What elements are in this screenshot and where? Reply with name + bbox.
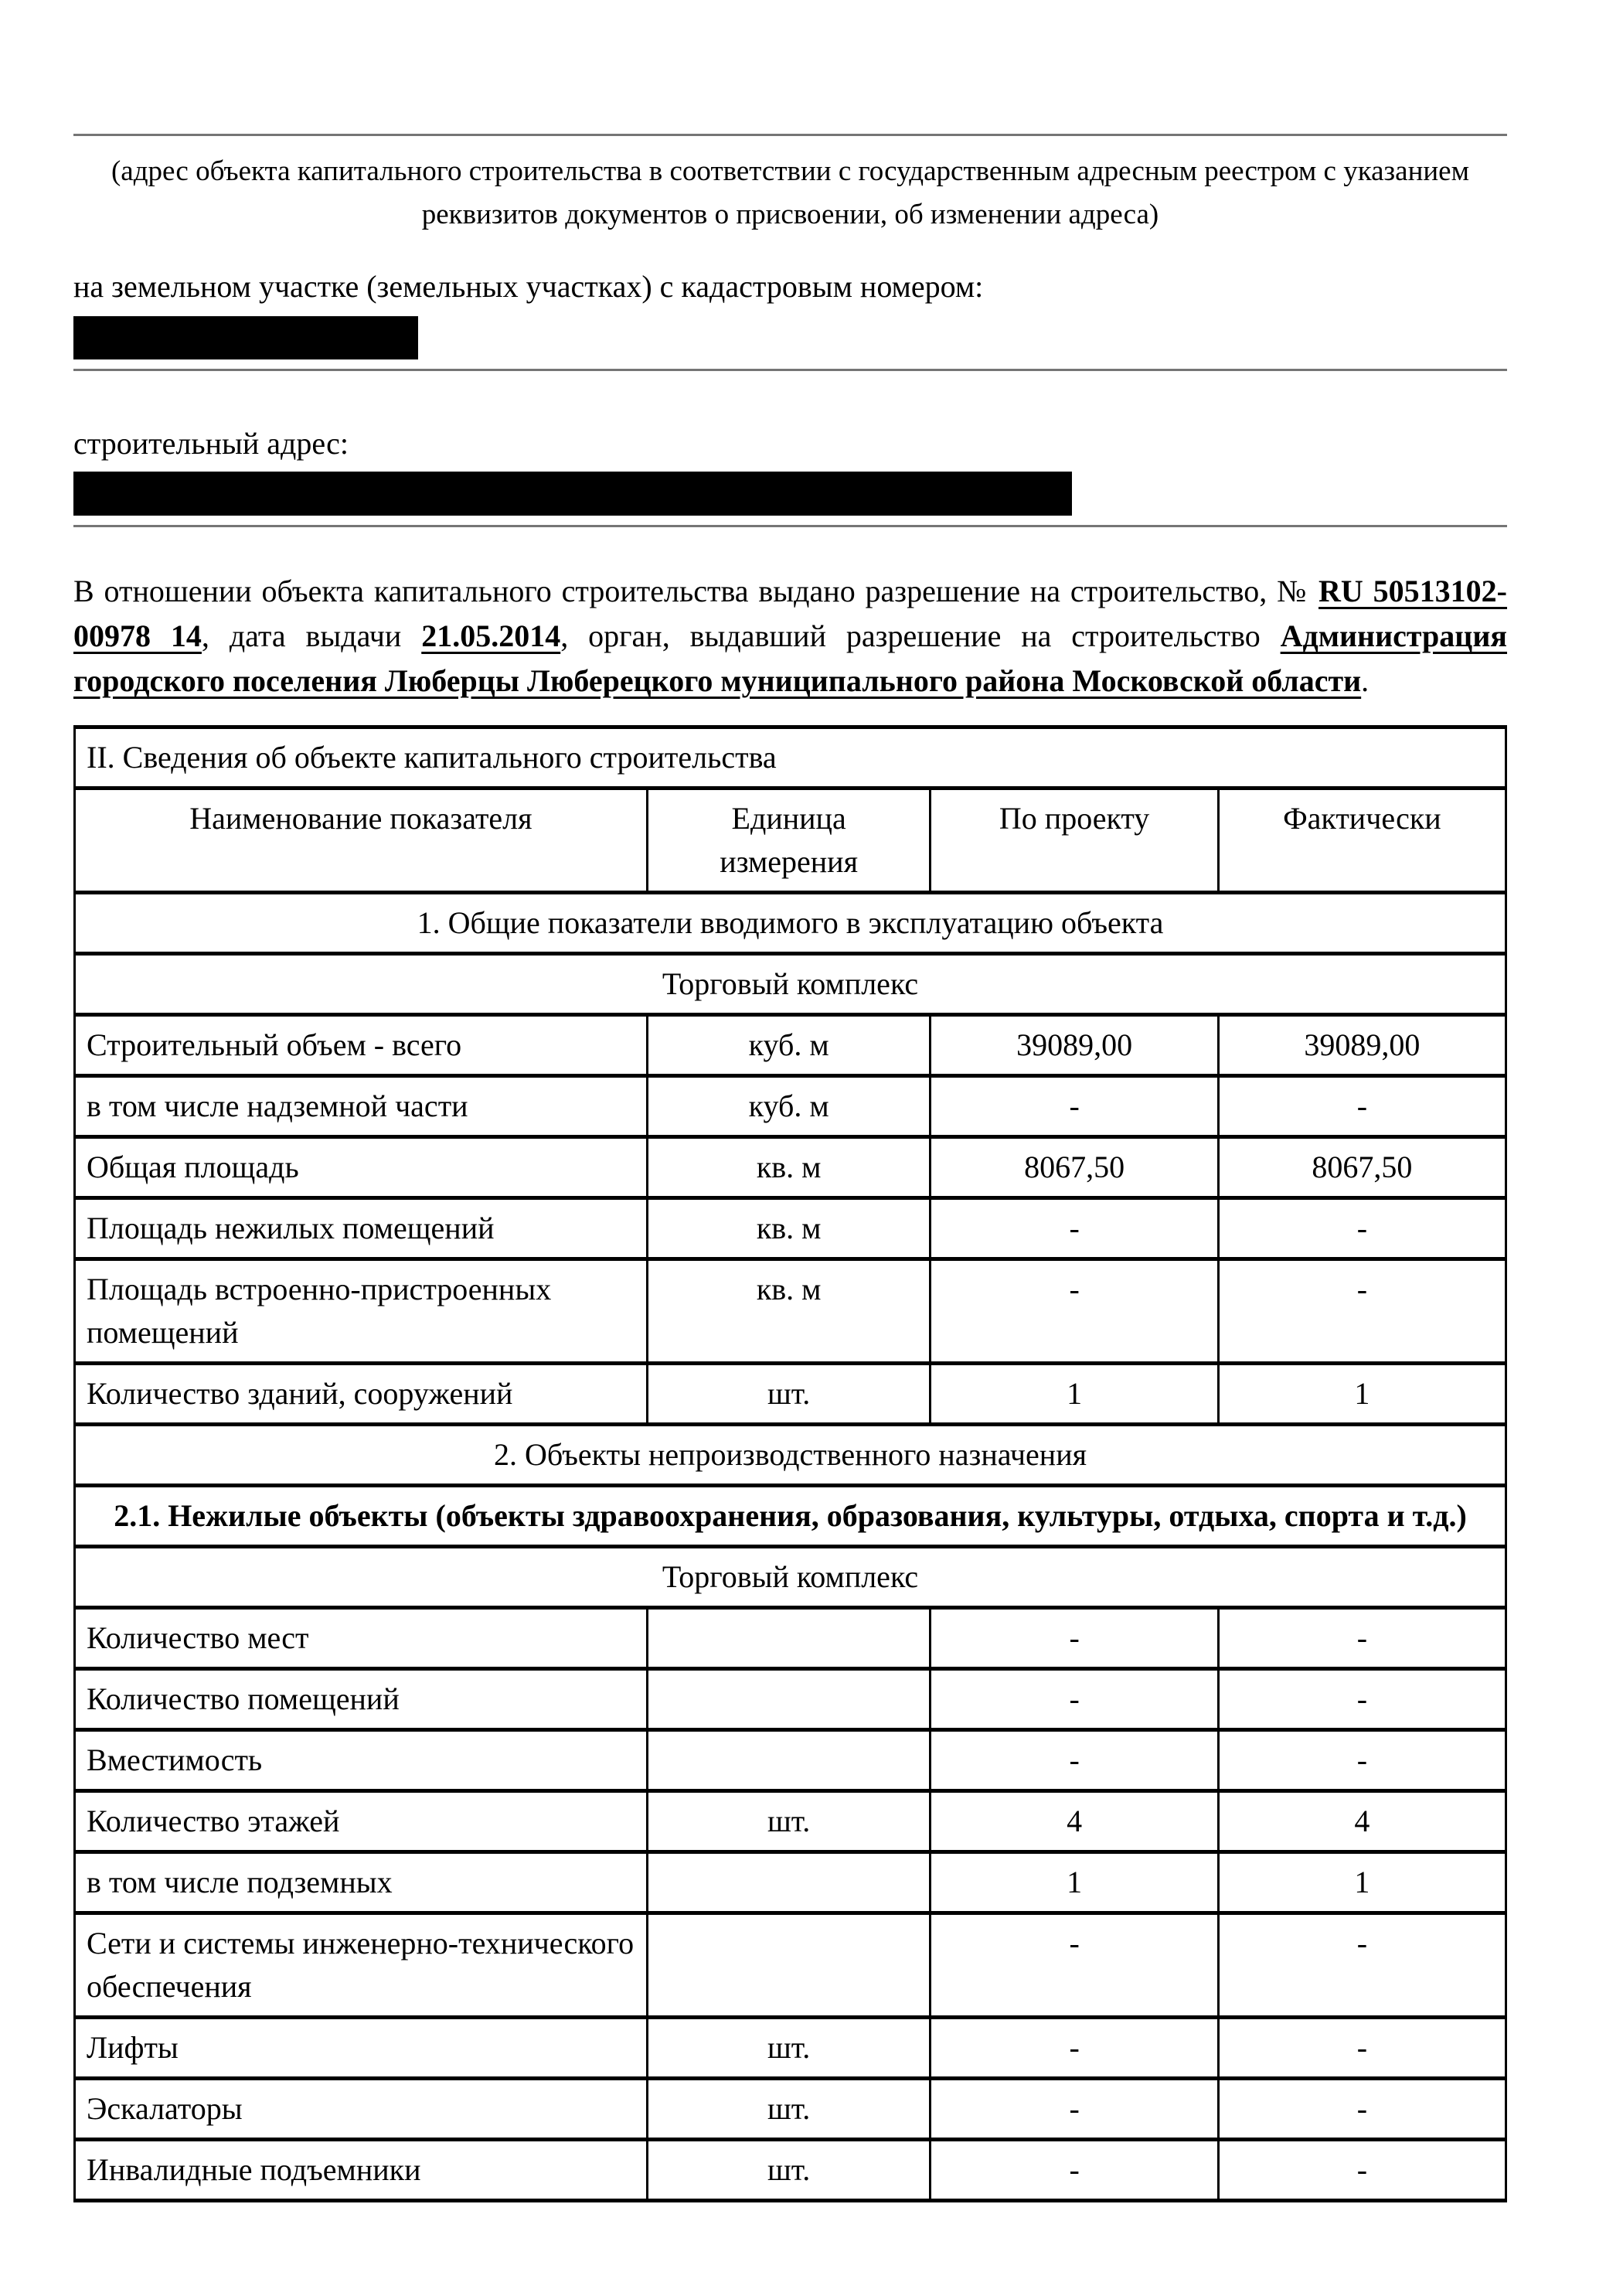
- table-data-row: [75, 1669, 1506, 1730]
- actual-value-cell: -: [1218, 1608, 1506, 1669]
- section-header-cell: 1. Общие показатели вводимого в эксплуатацию объекта: [75, 893, 1506, 954]
- unit-cell: шт.: [647, 2018, 931, 2079]
- actual-value-cell: -: [1218, 1076, 1506, 1137]
- actual-value-cell: -: [1218, 1259, 1506, 1364]
- actual-value-cell: 1: [1218, 1852, 1506, 1913]
- column-header-project: По проекту: [931, 789, 1218, 893]
- project-value-cell: -: [931, 2079, 1218, 2140]
- project-value-cell: -: [931, 1198, 1218, 1259]
- unit-cell: [647, 1608, 931, 1669]
- table-section-row: [75, 954, 1506, 1015]
- table-data-row: [75, 1608, 1506, 1669]
- unit-cell: [647, 1669, 931, 1730]
- indicator-name-cell: Сети и системы инженерно-технического обеспечения: [75, 1913, 648, 2018]
- project-value-cell: -: [931, 1259, 1218, 1364]
- unit-cell: [647, 1913, 931, 2018]
- separator-line-cadastral: [73, 369, 1507, 371]
- indicator-name-cell: Вместимость: [75, 1730, 648, 1791]
- column-header-unit: Единица измерения: [647, 789, 931, 893]
- permit-authority: Администрация городского поселения Люберцы Люберецкого муниципального района Московской области: [73, 618, 1508, 698]
- table-data-row: [75, 1364, 1506, 1425]
- unit-cell: куб. м: [647, 1015, 931, 1076]
- section-header-cell: 2.1. Нежилые объекты (объекты здравоохранения, образования, культуры, отдыха, спорта и т.д.): [75, 1486, 1506, 1547]
- actual-value-cell: -: [1218, 2079, 1506, 2140]
- actual-value-cell: 8067,50: [1218, 1137, 1506, 1198]
- table-data-row: [75, 2018, 1506, 2079]
- project-value-cell: -: [931, 2018, 1218, 2079]
- project-value-cell: -: [931, 2140, 1218, 2201]
- redaction-bar-construction-address: [73, 472, 1072, 516]
- indicator-name-cell: Площадь нежилых помещений: [75, 1198, 648, 1259]
- project-value-cell: 39089,00: [931, 1015, 1218, 1076]
- unit-cell: шт.: [647, 1791, 931, 1852]
- permit-number: RU 50513102-00978 14: [73, 574, 1508, 653]
- project-value-cell: 1: [931, 1364, 1218, 1425]
- project-value-cell: -: [931, 1076, 1218, 1137]
- indicator-name-cell: в том числе надземной части: [75, 1076, 648, 1137]
- unit-cell: шт.: [647, 1364, 931, 1425]
- permit-text-part4: .: [1361, 663, 1370, 698]
- table-section-row: [75, 1547, 1506, 1608]
- indicator-name-cell: Общая площадь: [75, 1137, 648, 1198]
- indicator-name-cell: Строительный объем - всего: [75, 1015, 648, 1076]
- section-header-cell: Торговый комплекс: [75, 954, 1506, 1015]
- actual-value-cell: 1: [1218, 1364, 1506, 1425]
- table-section-row: [75, 1486, 1506, 1547]
- indicator-name-cell: в том числе подземных: [75, 1852, 648, 1913]
- actual-value-cell: -: [1218, 1198, 1506, 1259]
- actual-value-cell: -: [1218, 1669, 1506, 1730]
- permit-paragraph: [73, 569, 1507, 703]
- table-data-row: [75, 1791, 1506, 1852]
- separator-line-top: [73, 134, 1507, 136]
- permit-text-part3: , орган, выдавший разрешение на строительство: [560, 618, 1281, 653]
- indicator-name-cell: Количество этажей: [75, 1791, 648, 1852]
- unit-cell: кв. м: [647, 1198, 931, 1259]
- project-value-cell: -: [931, 1669, 1218, 1730]
- land-plot-label: на земельном участке (земельных участках) с кадастровым номером:: [73, 269, 984, 304]
- table-data-row: [75, 1198, 1506, 1259]
- redaction-bar-cadastral-number: [73, 316, 418, 359]
- permit-date: 21.05.2014: [421, 618, 561, 653]
- unit-cell: шт.: [647, 2079, 931, 2140]
- column-header-actual: Фактически: [1218, 789, 1506, 893]
- project-value-cell: -: [931, 1913, 1218, 2018]
- indicator-name-cell: Инвалидные подъемники: [75, 2140, 648, 2201]
- unit-cell: шт.: [647, 2140, 931, 2201]
- table-data-row: [75, 1076, 1506, 1137]
- indicator-name-cell: Количество помещений: [75, 1669, 648, 1730]
- section-header-cell: Торговый комплекс: [75, 1547, 1506, 1608]
- permit-text-part2: , дата выдачи: [201, 618, 422, 653]
- permit-text-part1: В отношении объекта капитального строительства выдано разрешение на строительство, №: [73, 574, 1319, 608]
- actual-value-cell: -: [1218, 2140, 1506, 2201]
- unit-cell: куб. м: [647, 1076, 931, 1137]
- actual-value-cell: -: [1218, 2018, 1506, 2079]
- construction-object-table: [73, 725, 1507, 2202]
- table-column-header-row: [75, 789, 1506, 893]
- project-value-cell: -: [931, 1608, 1218, 1669]
- project-value-cell: 4: [931, 1791, 1218, 1852]
- table-data-row: [75, 2079, 1506, 2140]
- table-section-row: [75, 893, 1506, 954]
- table-data-row: [75, 1730, 1506, 1791]
- unit-cell: [647, 1730, 931, 1791]
- actual-value-cell: 4: [1218, 1791, 1506, 1852]
- column-header-indicator: Наименование показателя: [75, 789, 648, 893]
- table-data-row: [75, 2140, 1506, 2201]
- project-value-cell: 8067,50: [931, 1137, 1218, 1198]
- indicator-name-cell: Количество зданий, сооружений: [75, 1364, 648, 1425]
- indicator-name-cell: Лифты: [75, 2018, 648, 2079]
- actual-value-cell: -: [1218, 1730, 1506, 1791]
- unit-cell: кв. м: [647, 1137, 931, 1198]
- table-title: II. Сведения об объекте капитального строительства: [75, 727, 1506, 789]
- table-section-row: [75, 1425, 1506, 1486]
- indicator-name-cell: Эскалаторы: [75, 2079, 648, 2140]
- table-data-row: [75, 1015, 1506, 1076]
- unit-cell: кв. м: [647, 1259, 931, 1364]
- indicator-name-cell: Площадь встроенно-пристроенных помещений: [75, 1259, 648, 1364]
- table-data-row: [75, 1259, 1506, 1364]
- indicator-name-cell: Количество мест: [75, 1608, 648, 1669]
- table-title-row: [75, 727, 1506, 789]
- actual-value-cell: 39089,00: [1218, 1015, 1506, 1076]
- section-header-cell: 2. Объекты непроизводственного назначения: [75, 1425, 1506, 1486]
- unit-cell: [647, 1852, 931, 1913]
- table-data-row: [75, 1137, 1506, 1198]
- project-value-cell: 1: [931, 1852, 1218, 1913]
- address-caption: (адрес объекта капитального строительства в соответствии с государственным адресным реестром с указанием реквизитов документов о присвоении, об изменении адреса): [111, 155, 1470, 230]
- table-data-row: [75, 1852, 1506, 1913]
- separator-line-address: [73, 525, 1507, 527]
- actual-value-cell: -: [1218, 1913, 1506, 2018]
- construction-address-label: строительный адрес:: [73, 426, 349, 461]
- table-data-row: [75, 1913, 1506, 2018]
- project-value-cell: -: [931, 1730, 1218, 1791]
